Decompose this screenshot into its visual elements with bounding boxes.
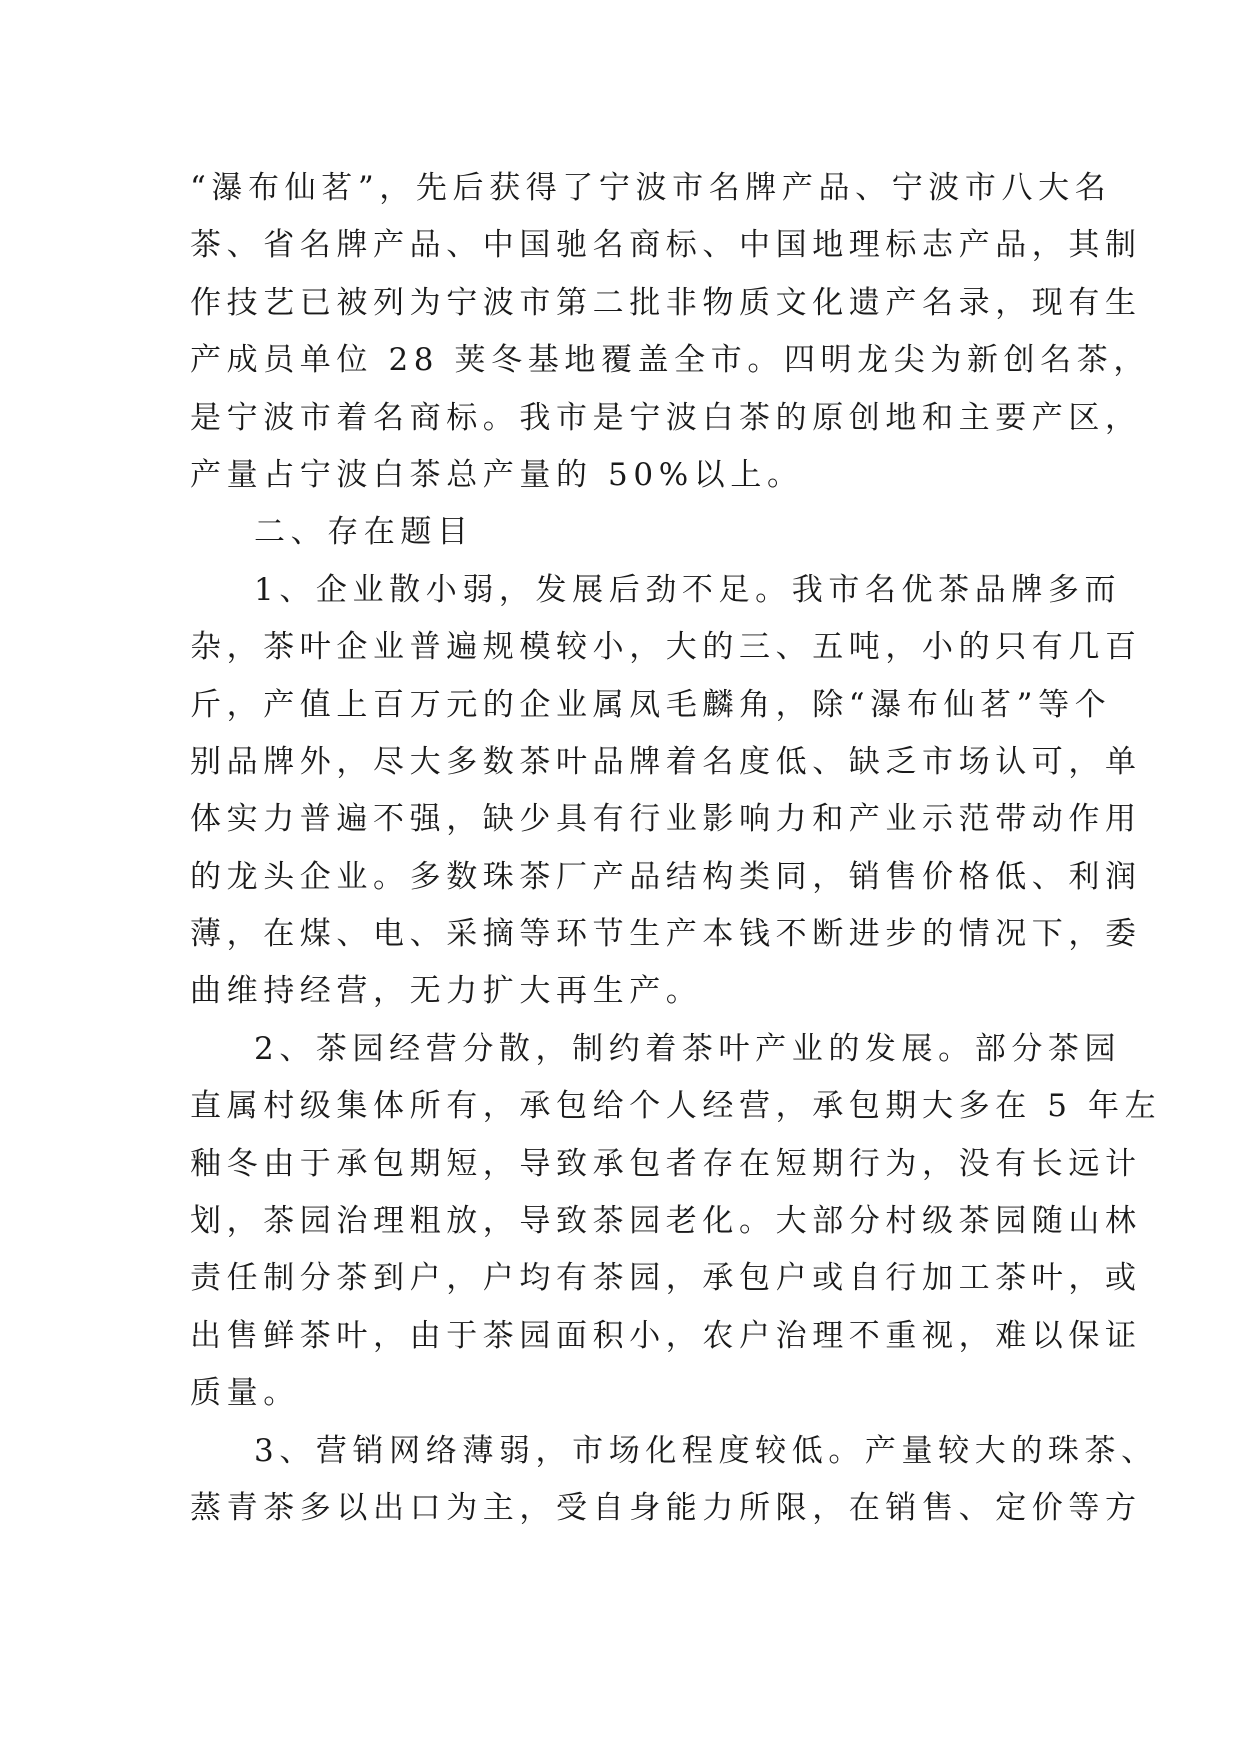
text-line: 直属村级集体所有，承包给个人经营，承包期大多在 5 年左 — [190, 1088, 1162, 1125]
text-line: 作技艺已被列为宁波市第二批非物质文化遗产名录，现有生 — [190, 284, 1142, 321]
text-line: 别品牌外，尽大多数茶叶品牌着名度低、缺乏市场认可，单 — [190, 743, 1142, 780]
text-line: 斤，产值上百万元的企业属凤毛麟角，除“瀑布仙茗”等个 — [190, 686, 1112, 723]
text-line: 出售鲜茶叶，由于茶园面积小，农户治理不重视，难以保证 — [190, 1317, 1142, 1354]
text-line: 的龙头企业。多数珠茶厂产品结构类同，销售价格低、利润 — [190, 858, 1142, 895]
text-line: 质量。 — [190, 1375, 300, 1412]
text-line: 蒸青茶多以出口为主，受自身能力所限，在销售、定价等方 — [190, 1489, 1142, 1526]
text-line: 曲维持经营，无力扩大再生产。 — [190, 973, 703, 1010]
section-heading — [190, 504, 1070, 561]
text-line: 产成员单位 28 荚冬基地覆盖全市。四明龙尖为新创名茶， — [190, 342, 1150, 379]
text-line: 2、茶园经营分散，制约着茶叶产业的发展。部分茶园 — [254, 1030, 1122, 1067]
text-line: 1、企业散小弱，发展后劲不足。我市名优茶品牌多而 — [254, 571, 1122, 608]
paragraph-item-1 — [190, 562, 1142, 1021]
text-line: “瀑布仙茗”，先后获得了宁波市名牌产品、宁波市八大名 — [190, 170, 1112, 206]
text-line: 责任制分茶到户，户均有茶园，承包户或自行加工茶叶，或 — [190, 1260, 1142, 1297]
text-line: 是宁波市着名商标。我市是宁波白茶的原创地和主要产区， — [190, 399, 1142, 436]
text-line: 釉冬由于承包期短，导致承包者存在短期行为，没有长远计 — [190, 1145, 1142, 1182]
text-line: 划，茶园治理粗放，导致茶园老化。大部分村级茶园随山林 — [190, 1203, 1142, 1240]
paragraph-continuation — [190, 160, 1150, 504]
heading-line: 二、存在题目 — [254, 514, 474, 551]
paragraph-item-2 — [190, 1021, 1162, 1423]
text-line: 薄，在煤、电、采摘等环节生产本钱不断进步的情况下，委 — [190, 916, 1142, 953]
text-line: 产量占宁波白茶总产量的 50%以上。 — [190, 456, 804, 493]
text-line: 体实力普遍不强，缺少具有行业影响力和产业示范带动作用 — [190, 801, 1142, 838]
text-line: 3、营销网络薄弱，市场化程度较低。产量较大的珠茶、 — [254, 1432, 1158, 1469]
text-line: 茶、省名牌产品、中国驰名商标、中国地理标志产品，其制 — [190, 227, 1142, 264]
paragraph-item-3 — [190, 1423, 1158, 1538]
text-line: 杂，茶叶企业普遍规模较小，大的三、五吨，小的只有几百 — [190, 629, 1142, 666]
document-body — [190, 160, 1162, 1537]
